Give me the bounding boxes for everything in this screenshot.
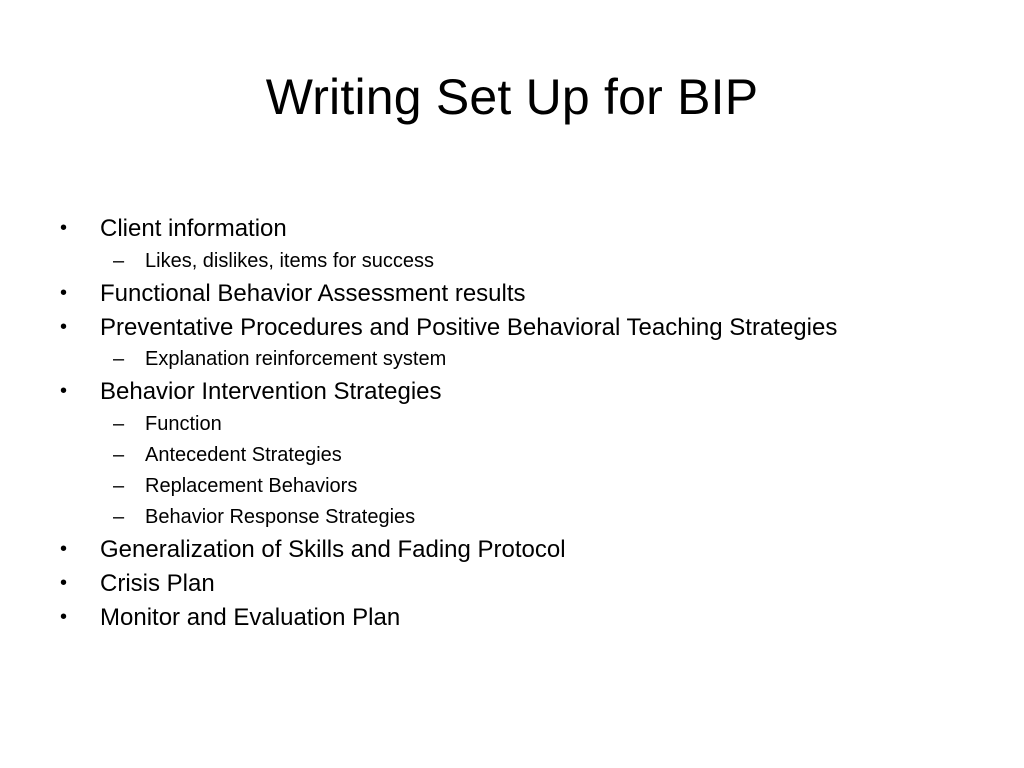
bullet-icon: • [60,281,68,304]
dash-icon: – [113,249,125,272]
list-item [0,311,1024,345]
sub-list-item-text: Function [145,413,222,436]
dash-icon: – [113,506,125,529]
dash-icon: – [113,348,125,371]
sub-list-item-text: Likes, dislikes, items for success [145,249,434,272]
sub-list-item-text: Behavior Response Strategies [145,506,416,529]
list-item-text: Preventative Procedures and Positive Behavioral Teaching Strategies [100,313,838,341]
dash-icon: – [113,413,125,436]
list-item-text: Functional Behavior Assessment results [100,279,526,307]
list-item [0,533,1024,567]
sub-list-item [0,471,1024,502]
list-item-text: Monitor and Evaluation Plan [100,603,401,631]
list-item [0,601,1024,635]
bullet-icon: • [60,315,68,338]
dash-icon: – [113,444,125,467]
list-item [0,277,1024,311]
sub-list-item-text: Explanation reinforcement system [145,348,447,371]
sub-list-item [0,440,1024,471]
list-item [0,212,1024,246]
slide-title: Writing Set Up for BIP [265,69,759,125]
list-item [0,567,1024,601]
sub-list-item [0,502,1024,533]
list-item-text: Crisis Plan [100,569,215,597]
bullet-icon: • [60,217,68,239]
sub-list-item [0,409,1024,440]
list-item-text: Client information [100,215,287,242]
dash-icon: – [113,475,125,498]
sub-list-item-text: Antecedent Strategies [145,444,342,467]
bullet-icon: • [60,380,68,403]
list-item-text: Generalization of Skills and Fading Protocol [100,536,566,564]
sub-list-item [0,246,1024,277]
bullet-icon: • [60,538,68,561]
bullet-icon: • [60,605,68,628]
list-item [0,375,1024,409]
bullet-icon: • [60,571,68,594]
sub-list-item [0,344,1024,375]
sub-list-item-text: Replacement Behaviors [145,475,358,498]
list-item-text: Behavior Intervention Strategies [100,378,442,406]
bullet-list [0,212,1024,635]
